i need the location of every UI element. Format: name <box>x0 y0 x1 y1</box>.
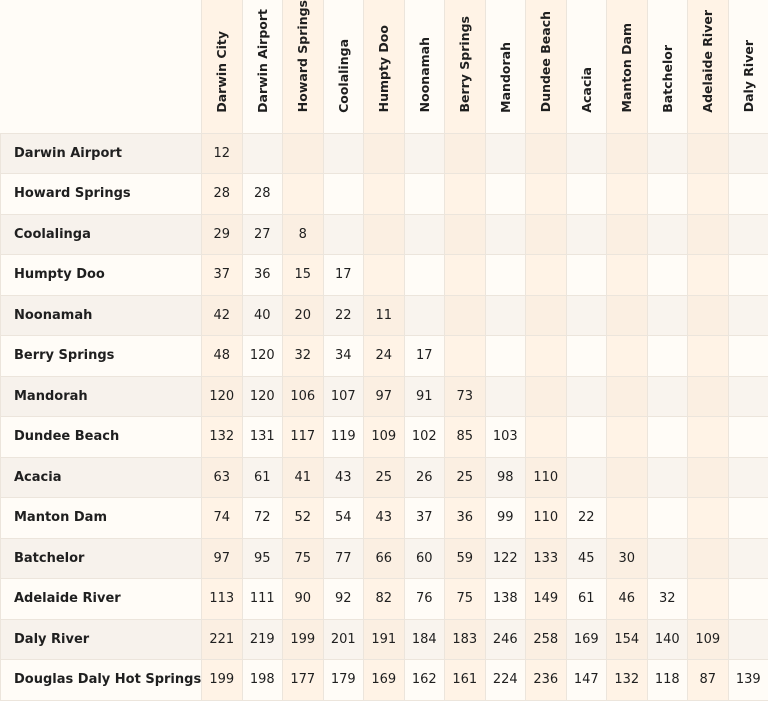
distance-cell: 45 <box>566 538 607 579</box>
empty-cell <box>445 174 486 215</box>
distance-cell: 30 <box>607 538 648 579</box>
empty-cell <box>647 214 688 255</box>
empty-cell <box>728 214 768 255</box>
column-header-label: Berry Springs <box>457 15 473 113</box>
distance-cell: 77 <box>323 538 364 579</box>
empty-cell <box>364 255 405 296</box>
empty-cell <box>485 214 526 255</box>
distance-cell: 41 <box>283 457 324 498</box>
distance-cell: 43 <box>323 457 364 498</box>
empty-cell <box>607 336 648 377</box>
table-row <box>1 214 768 255</box>
column-header-label: Darwin City <box>214 30 230 113</box>
distance-cell: 221 <box>202 619 243 660</box>
empty-cell <box>323 133 364 174</box>
distance-cell: 119 <box>323 417 364 458</box>
row-header: Manton Dam <box>1 498 202 539</box>
empty-cell <box>526 417 567 458</box>
distance-cell: 138 <box>485 579 526 620</box>
empty-cell <box>526 214 567 255</box>
empty-cell <box>607 133 648 174</box>
distance-cell: 184 <box>404 619 445 660</box>
row-header: Acacia <box>1 457 202 498</box>
empty-cell <box>445 336 486 377</box>
empty-cell <box>404 214 445 255</box>
distance-cell: 74 <box>202 498 243 539</box>
empty-cell <box>566 376 607 417</box>
distance-cell: 98 <box>485 457 526 498</box>
empty-cell <box>566 295 607 336</box>
column-header <box>728 0 768 133</box>
distance-cell: 139 <box>728 660 768 701</box>
distance-cell: 72 <box>242 498 283 539</box>
column-header-label: Adelaide River <box>700 9 716 113</box>
distance-cell: 25 <box>445 457 486 498</box>
empty-cell <box>566 336 607 377</box>
column-header-label: Darwin Airport <box>254 8 270 113</box>
row-header: Dundee Beach <box>1 417 202 458</box>
distance-cell: 85 <box>445 417 486 458</box>
empty-cell <box>526 133 567 174</box>
empty-cell <box>445 133 486 174</box>
distance-cell: 29 <box>202 214 243 255</box>
empty-cell <box>647 336 688 377</box>
table-row <box>1 417 768 458</box>
empty-cell <box>364 174 405 215</box>
distance-cell: 258 <box>526 619 567 660</box>
empty-cell <box>364 214 405 255</box>
distance-cell: 133 <box>526 538 567 579</box>
distance-cell: 63 <box>202 457 243 498</box>
column-header-label: Noonamah <box>416 37 432 113</box>
table-row <box>1 538 768 579</box>
empty-cell <box>485 133 526 174</box>
empty-cell <box>688 579 729 620</box>
empty-cell <box>688 417 729 458</box>
empty-cell <box>607 417 648 458</box>
empty-cell <box>607 255 648 296</box>
distance-cell: 199 <box>283 619 324 660</box>
empty-cell <box>445 255 486 296</box>
row-header: Darwin Airport <box>1 133 202 174</box>
distance-cell: 169 <box>364 660 405 701</box>
empty-cell <box>283 174 324 215</box>
distance-cell: 154 <box>607 619 648 660</box>
distance-cell: 132 <box>202 417 243 458</box>
empty-cell <box>566 457 607 498</box>
corner-cell <box>1 0 202 133</box>
empty-cell <box>647 498 688 539</box>
distance-cell: 120 <box>242 336 283 377</box>
distance-cell: 201 <box>323 619 364 660</box>
distance-cell: 169 <box>566 619 607 660</box>
distance-cell: 92 <box>323 579 364 620</box>
empty-cell <box>688 538 729 579</box>
empty-cell <box>607 174 648 215</box>
distance-cell: 198 <box>242 660 283 701</box>
distance-cell: 120 <box>242 376 283 417</box>
column-header-label: Humpty Doo <box>376 25 392 113</box>
table-row <box>1 457 768 498</box>
row-header: Coolalinga <box>1 214 202 255</box>
empty-cell <box>688 255 729 296</box>
column-header-label: Howard Springs <box>295 0 311 113</box>
empty-cell <box>242 133 283 174</box>
table-row <box>1 619 768 660</box>
empty-cell <box>728 619 768 660</box>
distance-cell: 15 <box>283 255 324 296</box>
distance-cell: 54 <box>323 498 364 539</box>
distance-cell: 102 <box>404 417 445 458</box>
row-header: Daly River <box>1 619 202 660</box>
distance-cell: 17 <box>404 336 445 377</box>
empty-cell <box>728 295 768 336</box>
empty-cell <box>647 255 688 296</box>
empty-cell <box>607 457 648 498</box>
empty-cell <box>526 255 567 296</box>
distance-cell: 246 <box>485 619 526 660</box>
empty-cell <box>485 376 526 417</box>
empty-cell <box>526 336 567 377</box>
distance-cell: 24 <box>364 336 405 377</box>
distance-cell: 132 <box>607 660 648 701</box>
empty-cell <box>566 133 607 174</box>
distance-cell: 117 <box>283 417 324 458</box>
column-header <box>647 0 688 133</box>
distance-cell: 12 <box>202 133 243 174</box>
distance-cell: 66 <box>364 538 405 579</box>
distance-cell: 161 <box>445 660 486 701</box>
empty-cell <box>728 538 768 579</box>
distance-cell: 107 <box>323 376 364 417</box>
distance-cell: 11 <box>364 295 405 336</box>
row-header: Berry Springs <box>1 336 202 377</box>
column-header-label: Batchelor <box>659 44 675 113</box>
empty-cell <box>323 174 364 215</box>
table-row <box>1 133 768 174</box>
table-row <box>1 174 768 215</box>
distance-cell: 179 <box>323 660 364 701</box>
distance-cell: 40 <box>242 295 283 336</box>
empty-cell <box>647 174 688 215</box>
empty-cell <box>647 538 688 579</box>
distance-cell: 106 <box>283 376 324 417</box>
distance-cell: 95 <box>242 538 283 579</box>
distance-cell: 42 <box>202 295 243 336</box>
distance-cell: 120 <box>202 376 243 417</box>
distance-cell: 73 <box>445 376 486 417</box>
distance-cell: 75 <box>445 579 486 620</box>
distance-cell: 60 <box>404 538 445 579</box>
empty-cell <box>485 174 526 215</box>
distance-cell: 109 <box>688 619 729 660</box>
table-row <box>1 498 768 539</box>
distance-cell: 76 <box>404 579 445 620</box>
empty-cell <box>404 174 445 215</box>
distance-cell: 36 <box>242 255 283 296</box>
distance-cell: 28 <box>242 174 283 215</box>
distance-cell: 61 <box>242 457 283 498</box>
column-header <box>404 0 445 133</box>
distance-cell: 110 <box>526 498 567 539</box>
distance-cell: 131 <box>242 417 283 458</box>
distance-cell: 32 <box>647 579 688 620</box>
distance-cell: 219 <box>242 619 283 660</box>
empty-cell <box>647 295 688 336</box>
distance-cell: 97 <box>364 376 405 417</box>
row-header: Adelaide River <box>1 579 202 620</box>
distance-cell: 183 <box>445 619 486 660</box>
distance-cell: 20 <box>283 295 324 336</box>
distance-cell: 17 <box>323 255 364 296</box>
empty-cell <box>688 376 729 417</box>
distance-cell: 36 <box>445 498 486 539</box>
empty-cell <box>566 417 607 458</box>
empty-cell <box>607 376 648 417</box>
column-header-label: Daly River <box>740 40 756 113</box>
empty-cell <box>526 376 567 417</box>
column-header-label: Coolalinga <box>335 38 351 113</box>
empty-cell <box>566 214 607 255</box>
empty-cell <box>688 295 729 336</box>
distance-cell: 113 <box>202 579 243 620</box>
distance-cell: 140 <box>647 619 688 660</box>
empty-cell <box>607 498 648 539</box>
empty-cell <box>728 255 768 296</box>
empty-cell <box>647 417 688 458</box>
distance-cell: 118 <box>647 660 688 701</box>
distance-cell: 97 <box>202 538 243 579</box>
column-header <box>485 0 526 133</box>
distance-cell: 52 <box>283 498 324 539</box>
empty-cell <box>647 457 688 498</box>
column-header-label: Dundee Beach <box>538 11 554 113</box>
column-header <box>526 0 567 133</box>
distance-cell: 34 <box>323 336 364 377</box>
row-header: Mandorah <box>1 376 202 417</box>
distance-cell: 61 <box>566 579 607 620</box>
distance-cell: 191 <box>364 619 405 660</box>
empty-cell <box>728 579 768 620</box>
empty-cell <box>688 214 729 255</box>
empty-cell <box>445 295 486 336</box>
table-row <box>1 336 768 377</box>
empty-cell <box>445 214 486 255</box>
column-header <box>242 0 283 133</box>
column-header <box>202 0 243 133</box>
distance-cell: 27 <box>242 214 283 255</box>
empty-cell <box>688 174 729 215</box>
distance-cell: 46 <box>607 579 648 620</box>
row-header: Howard Springs <box>1 174 202 215</box>
empty-cell <box>607 214 648 255</box>
column-header <box>566 0 607 133</box>
empty-cell <box>485 295 526 336</box>
column-header <box>445 0 486 133</box>
distance-cell: 177 <box>283 660 324 701</box>
distance-cell: 26 <box>404 457 445 498</box>
distance-cell: 224 <box>485 660 526 701</box>
column-header <box>283 0 324 133</box>
empty-cell <box>404 133 445 174</box>
distance-cell: 32 <box>283 336 324 377</box>
empty-cell <box>728 457 768 498</box>
column-header <box>607 0 648 133</box>
empty-cell <box>526 295 567 336</box>
distance-cell: 37 <box>404 498 445 539</box>
distance-cell: 110 <box>526 457 567 498</box>
distance-cell: 48 <box>202 336 243 377</box>
empty-cell <box>404 255 445 296</box>
distance-cell: 59 <box>445 538 486 579</box>
empty-cell <box>364 133 405 174</box>
empty-cell <box>728 498 768 539</box>
empty-cell <box>688 457 729 498</box>
empty-cell <box>566 255 607 296</box>
empty-cell <box>647 376 688 417</box>
empty-cell <box>404 295 445 336</box>
table-row <box>1 660 768 701</box>
empty-cell <box>647 133 688 174</box>
table-row <box>1 376 768 417</box>
distance-cell: 91 <box>404 376 445 417</box>
distance-cell: 103 <box>485 417 526 458</box>
empty-cell <box>688 336 729 377</box>
distance-cell: 22 <box>566 498 607 539</box>
distance-cell: 199 <box>202 660 243 701</box>
empty-cell <box>728 376 768 417</box>
empty-cell <box>728 336 768 377</box>
empty-cell <box>283 133 324 174</box>
empty-cell <box>485 255 526 296</box>
distance-cell: 147 <box>566 660 607 701</box>
row-header: Douglas Daly Hot Springs <box>1 660 202 701</box>
column-header-label: Manton Dam <box>619 23 635 113</box>
distance-cell: 22 <box>323 295 364 336</box>
distance-cell: 82 <box>364 579 405 620</box>
distance-cell: 162 <box>404 660 445 701</box>
table-row <box>1 295 768 336</box>
distance-cell: 236 <box>526 660 567 701</box>
empty-cell <box>728 174 768 215</box>
distance-cell: 149 <box>526 579 567 620</box>
column-header <box>364 0 405 133</box>
table-row <box>1 255 768 296</box>
distance-cell: 75 <box>283 538 324 579</box>
column-header <box>688 0 729 133</box>
distance-cell: 8 <box>283 214 324 255</box>
empty-cell <box>485 336 526 377</box>
distance-cell: 111 <box>242 579 283 620</box>
row-header: Batchelor <box>1 538 202 579</box>
distance-cell: 122 <box>485 538 526 579</box>
table-row <box>1 579 768 620</box>
distance-cell: 25 <box>364 457 405 498</box>
distance-cell: 28 <box>202 174 243 215</box>
distance-cell: 37 <box>202 255 243 296</box>
column-header-label: Mandorah <box>497 41 513 113</box>
empty-cell <box>688 498 729 539</box>
column-header <box>323 0 364 133</box>
row-header: Noonamah <box>1 295 202 336</box>
distance-cell: 87 <box>688 660 729 701</box>
column-header-label: Acacia <box>578 66 594 113</box>
empty-cell <box>323 214 364 255</box>
empty-cell <box>607 295 648 336</box>
distance-cell: 90 <box>283 579 324 620</box>
header-row <box>1 0 768 133</box>
empty-cell <box>526 174 567 215</box>
empty-cell <box>688 133 729 174</box>
empty-cell <box>728 133 768 174</box>
row-header: Humpty Doo <box>1 255 202 296</box>
distance-cell: 99 <box>485 498 526 539</box>
distance-cell: 109 <box>364 417 405 458</box>
empty-cell <box>728 417 768 458</box>
empty-cell <box>566 174 607 215</box>
distance-cell: 43 <box>364 498 405 539</box>
